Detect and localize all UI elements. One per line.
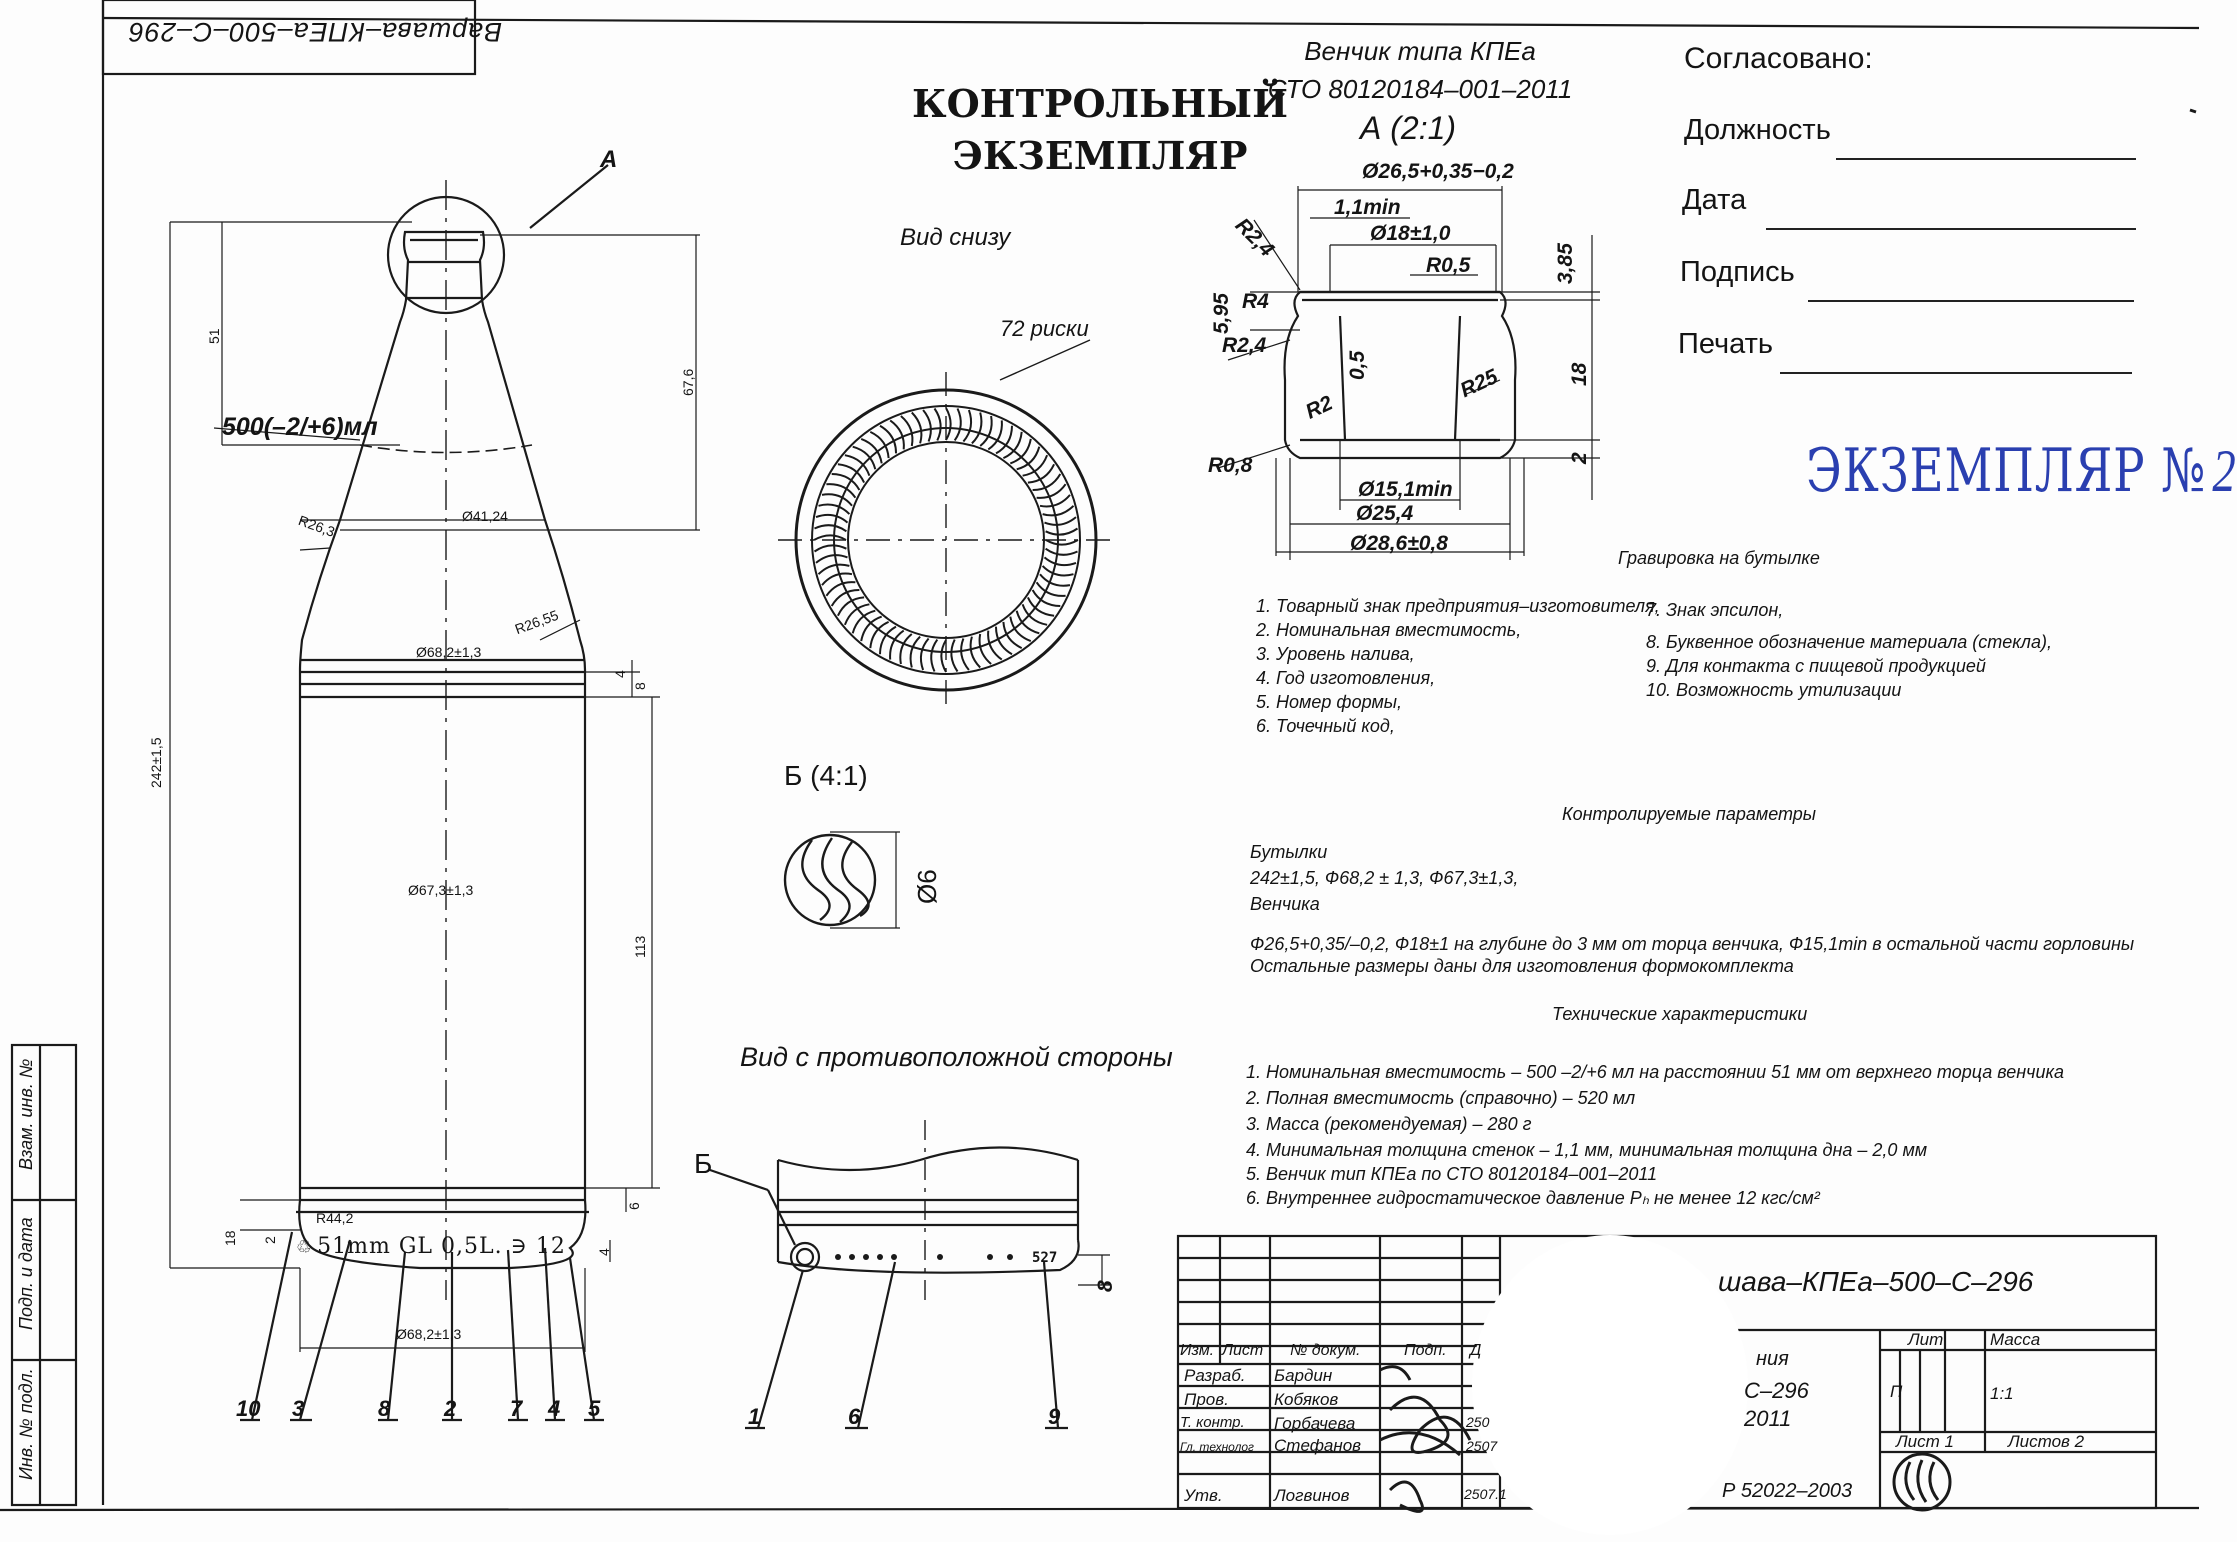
rib xyxy=(1043,566,1074,576)
callout-7: 7 xyxy=(510,1396,523,1421)
controlled-line: Ф26,5+0,35/–0,2, Ф18±1 на глубине до 3 мм от торца венчика, Ф15,1min в остальной части горловины xyxy=(1250,934,2135,954)
engraving-item: 3. Уровень налива, xyxy=(1256,644,1415,664)
rib xyxy=(816,515,848,523)
tech-line: 3. Масса (рекомендуемая) – 280 г xyxy=(1246,1114,1532,1134)
dim-r44-2: R44,2 xyxy=(316,1210,354,1226)
engraving-item: 1. Товарный знак предприятия–изготовителя, xyxy=(1256,596,1660,616)
tech-line: 2. Полная вместимость (справочно) – 520 мл xyxy=(1246,1088,1636,1108)
dim-4: 4 xyxy=(612,670,628,678)
rib xyxy=(1046,549,1078,555)
dim-d41-24: Ø41,24 xyxy=(462,508,508,524)
recycle-icon: ♲ xyxy=(296,1237,314,1258)
finish-r2-4-bot: R2,4 xyxy=(1222,334,1267,357)
finish-1-1min: 1,1min xyxy=(1334,196,1401,219)
opposite-mark: 527 xyxy=(1032,1250,1058,1266)
copy-number-stamp xyxy=(1806,436,2237,506)
dim-8: 8 xyxy=(632,682,648,690)
finish-type-line-2: СТО 80120184–001–2011 xyxy=(1267,74,1573,104)
controlled-line: 242±1,5, Ф68,2 ± 1,3, Ф67,3±1,3, xyxy=(1250,868,1519,888)
rib xyxy=(921,639,929,671)
dim-242: 242±1,5 xyxy=(148,737,164,788)
engraving-text: 51mm GL 0,5L. ∋ 12 xyxy=(317,1234,566,1259)
tb-name-3: 2011 xyxy=(1744,1406,1792,1431)
dim-51: 51 xyxy=(206,328,222,344)
engraving-item: 6. Точечный код, xyxy=(1256,716,1395,736)
tb-role-tcontrol: Т. контр. xyxy=(1180,1414,1245,1431)
tb-head-change: Изм. xyxy=(1180,1342,1215,1359)
detail-a-title: А (2:1) xyxy=(1360,110,1457,146)
tech-line: 6. Внутреннее гидростатическое давление Рₕ не менее 12 кгс/см² xyxy=(1246,1188,1820,1208)
rib xyxy=(923,410,931,442)
tb-name-checker: Кобяков xyxy=(1274,1390,1339,1409)
rib xyxy=(826,582,855,596)
rib xyxy=(832,590,860,606)
engraving-item: 5. Номер формы, xyxy=(1256,692,1403,712)
rib xyxy=(1033,474,1061,490)
approval-position: Должность xyxy=(1684,114,1831,146)
label-a: А xyxy=(600,146,618,173)
dim-6: 6 xyxy=(626,1202,642,1210)
rib xyxy=(880,426,896,454)
tb-name-2: С–296 xyxy=(1744,1378,1809,1403)
signature-line[interactable] xyxy=(1808,300,2134,302)
rib xyxy=(988,420,1002,449)
detail-b-title: Б (4:1) xyxy=(784,760,868,791)
rib xyxy=(935,409,941,441)
rib xyxy=(963,410,971,442)
finish-type-caption xyxy=(1250,32,1590,108)
tb-designation: шава–КПЕа–500–С–296 xyxy=(1718,1266,2034,1297)
tb-role-approved: Утв. xyxy=(1184,1486,1223,1505)
engraving-item: 7. Знак эпсилон, xyxy=(1646,600,1784,620)
volume-label: 500(–2/+6)мл xyxy=(222,413,378,441)
finish-r0-8: R0,8 xyxy=(1208,454,1253,477)
approval-date: Дата xyxy=(1682,184,1747,216)
dim-d67-3: Ø67,3±1,3 xyxy=(408,882,474,898)
approval-heading: Согласовано: xyxy=(1684,42,1873,75)
callout-5: 5 xyxy=(588,1396,601,1421)
tb-role-developer: Разраб. xyxy=(1184,1366,1246,1385)
tb-head-date: Д xyxy=(1470,1342,1482,1359)
detail-b-dim: Ø6 xyxy=(912,869,942,904)
tb-name-tcontrol: Горбачева xyxy=(1274,1414,1356,1433)
control-copy-line-1: КОНТРОЛЬНЫЙ xyxy=(912,81,1288,126)
controlled-title: Контролируемые параметры xyxy=(1562,804,1817,824)
callout-4: 4 xyxy=(548,1396,561,1421)
dim-d68-2-bottom: Ø68,2±1,3 xyxy=(396,1326,462,1342)
dim-r26-55: R26,55 xyxy=(512,606,561,638)
side-stamp-replaced-inv: Взам. инв. № xyxy=(16,1058,36,1170)
seal-line[interactable] xyxy=(1780,372,2132,374)
tb-role-technologist: Гл. технолог xyxy=(1180,1440,1254,1454)
tb-role-checker: Пров. xyxy=(1184,1390,1229,1409)
callout-10: 10 xyxy=(236,1396,261,1421)
rib xyxy=(961,639,969,671)
finish-d25-4: Ø25,4 xyxy=(1356,502,1414,525)
side-stamp-sign-date: Подп. и дата xyxy=(16,1217,36,1330)
rib xyxy=(911,637,921,668)
tb-head-doc: № докум. xyxy=(1290,1342,1361,1359)
tech-title: Технические характеристики xyxy=(1552,1004,1808,1024)
copy-stamp-text: ЭКЗЕМПЛЯР № xyxy=(1806,436,2207,506)
engraving-item: 10. Возможность утилизации xyxy=(1646,680,1902,700)
bottom-view-title: Вид снизу xyxy=(900,224,1011,251)
tb-date-3: 2507.1 xyxy=(1464,1486,1507,1502)
finish-type-line-1: Венчик типа КПЕа xyxy=(1304,36,1536,66)
engraving-item: 8. Буквенное обозначение материала (стекла), xyxy=(1646,632,2052,652)
controlled-line: Бутылки xyxy=(1250,842,1328,862)
tech-line: 4. Минимальная толщина стенок – 1,1 мм, минимальная толщина дна – 2,0 мм xyxy=(1246,1140,1928,1160)
rib xyxy=(1037,484,1066,498)
dim-d68-2-top: Ø68,2±1,3 xyxy=(416,644,482,660)
rib xyxy=(815,525,847,531)
top-stamp: Варшава–КПЕа–500–С–296 xyxy=(128,17,503,47)
engraving-item: 2. Номинальная вместимость, xyxy=(1256,620,1522,640)
controlled-line: Венчика xyxy=(1250,894,1320,914)
tb-head-sign: Подп. xyxy=(1404,1342,1447,1359)
finish-d26-5: Ø26,5+0,35−0,2 xyxy=(1362,160,1514,183)
rib xyxy=(815,545,847,551)
finish-d18: Ø18±1,0 xyxy=(1370,222,1451,245)
tb-lit-label: Лит xyxy=(1908,1330,1944,1349)
callout-3: 3 xyxy=(292,1396,305,1421)
dim-r26-3: R26,3 xyxy=(296,512,337,540)
rib xyxy=(931,640,937,672)
tech-line: 1. Номинальная вместимость – 500 –2/+6 мл на расстоянии 51 мм от верхнего торца венчика xyxy=(1246,1062,2064,1082)
rib xyxy=(955,409,961,441)
callout-2: 2 xyxy=(444,1396,457,1421)
tb-sheets: Листов 2 xyxy=(2008,1432,2085,1451)
approval-seal: Печать xyxy=(1678,328,1774,360)
rib xyxy=(890,420,904,449)
engraving-row xyxy=(296,1234,566,1259)
opposite-callout-6: 6 xyxy=(848,1404,861,1429)
tech-line: 5. Венчик тип КПЕа по СТО 80120184–001–2011 xyxy=(1246,1164,1658,1184)
engraving-title: Гравировка на бутылке xyxy=(1618,548,1820,568)
position-line[interactable] xyxy=(1836,158,2136,160)
dim-4-bottom: 4 xyxy=(596,1248,612,1256)
finish-2: 2 xyxy=(1568,452,1591,464)
finish-r0-5: R0,5 xyxy=(1426,254,1471,277)
dim-113: 113 xyxy=(632,935,648,958)
approval-signature: Подпись xyxy=(1680,256,1795,288)
rib xyxy=(1045,517,1077,525)
engraving-item: 4. Год изготовления, xyxy=(1256,668,1436,688)
finish-r4: R4 xyxy=(1242,290,1269,313)
finish-d15-1: Ø15,1min xyxy=(1358,478,1453,501)
rib xyxy=(1046,529,1078,535)
opposite-callout-1: 1 xyxy=(748,1404,761,1429)
rib xyxy=(1045,557,1077,565)
tb-date-1: 250 xyxy=(1466,1414,1490,1430)
tb-letter: П xyxy=(1890,1382,1903,1401)
tb-name-technologist: Стефанов xyxy=(1274,1436,1362,1455)
finish-0-5: 0,5 xyxy=(1346,350,1369,380)
finish-r25: R25 xyxy=(1456,364,1502,403)
tb-standard: Р 52022–2003 xyxy=(1722,1480,1853,1502)
date-line[interactable] xyxy=(1766,228,2136,230)
label-b: Б xyxy=(694,1148,713,1179)
control-copy-line-2: ЭКЗЕМПЛЯР xyxy=(952,133,1248,178)
finish-r2-4-top: R2,4 xyxy=(1230,213,1279,262)
rib xyxy=(826,484,855,498)
finish-5-95: 5,95 xyxy=(1210,293,1233,334)
finish-3-85: 3,85 xyxy=(1554,243,1577,284)
tb-name-approved: Логвинов xyxy=(1274,1486,1350,1505)
rib xyxy=(1037,582,1066,596)
tb-name-developer: Бардин xyxy=(1274,1366,1333,1385)
tb-sheet: Лист 1 xyxy=(1896,1432,1954,1451)
opposite-dim-8: 8 xyxy=(1094,1280,1117,1292)
engraving-item: 9. Для контакта с пищевой продукцией xyxy=(1646,656,1986,676)
tb-scale: 1:1 xyxy=(1990,1384,2014,1403)
copy-stamp-number: 2 xyxy=(2212,438,2237,504)
controlled-line: Остальные размеры даны для изготовления формокомплекта xyxy=(1250,956,1794,976)
tb-name-1: ния xyxy=(1756,1348,1789,1370)
dim-2: 2 xyxy=(262,1236,278,1244)
rib xyxy=(951,640,957,672)
finish-18-height: 18 xyxy=(1568,362,1591,386)
rib xyxy=(819,505,850,515)
rib xyxy=(996,627,1012,655)
tb-mass-label: Масса xyxy=(1990,1330,2041,1349)
dim-67-6: 67,6 xyxy=(680,368,696,396)
rib xyxy=(972,413,982,444)
tb-head-sheet: Лист xyxy=(1222,1342,1264,1359)
dim-18: 18 xyxy=(222,1230,238,1246)
rib xyxy=(890,631,904,660)
opposite-view-title: Вид с противоположной стороны xyxy=(740,1042,1173,1072)
callout-8: 8 xyxy=(378,1396,391,1421)
rib xyxy=(816,555,848,563)
redaction-mask xyxy=(1472,1235,1748,1535)
risk-label: 72 риски xyxy=(1000,316,1089,341)
opposite-callout-9: 9 xyxy=(1048,1404,1061,1429)
rib xyxy=(988,631,1002,660)
finish-r2: R2 xyxy=(1302,391,1337,424)
finish-d28-6: Ø28,6±0,8 xyxy=(1350,532,1448,555)
tb-date-2: 2507 xyxy=(1466,1438,1498,1454)
side-stamp-orig-inv: Инв. № подл. xyxy=(16,1368,36,1480)
